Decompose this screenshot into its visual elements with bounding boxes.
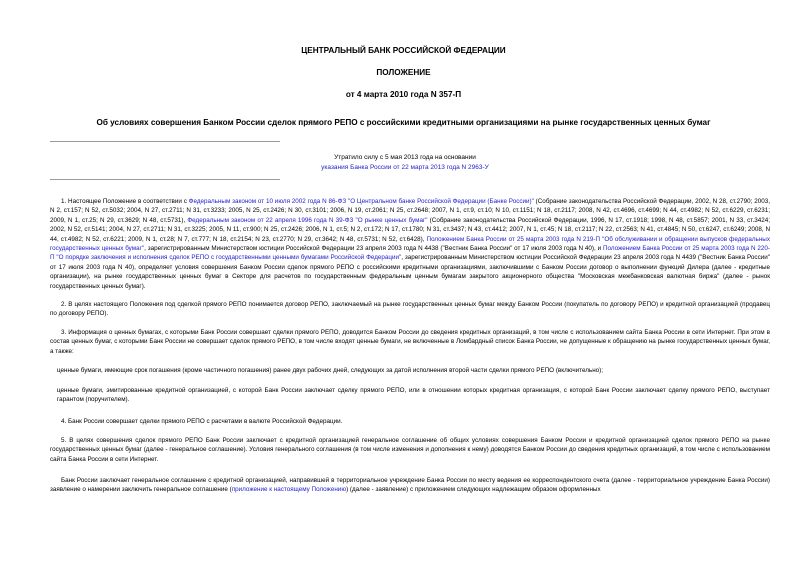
paragraph-2: 2. В целях настоящего Положения под сделкой прямого РЕПО понимается договор РЕПО, заключаемый на рынке государственных ценных бумаг между Банком России (покупатель по договору РЕПО) и кредитной организацией (продавец по договору РЕПО). — [50, 301, 770, 318]
status-note — [300, 153, 510, 173]
paragraph-1-text-b: (Собрание законодательства Российской Федерации, 2002, N 28, ст.2790; 2003, N 2, ст.157; N 52, ст.5032; 2004, N 27, ст.2711; N 31, ст.3233; 2005, N 25, ст.2426; N 30, ст.3101; 2006, N 19, ст.2061; N 25, ст.2648; 2007, N 1, ст.9, ст.10; N 10, ст.1151; N 18, ст.2117; 2008, N 42, ст.4696, ст.4699; N 44, ст.4982; N 52, ст.6229, ст.6231; 2009, N 1, ст.25; N 29, ст.3629; N 48, ст.5731), — [50, 198, 770, 224]
status-link[interactable]: указания Банка России от 22 марта 2013 года N 2963-У — [321, 164, 489, 171]
paragraph-1-text-d: , зарегистрированным Министерством юстиции Российской Федерации 23 апреля 2003 года N 4438 ("Вестник Банка России" от 17 июля 2003 года N 40), и — [144, 245, 603, 253]
paragraph-5: 5. В целях совершения сделок прямого РЕПО Банк России заключает с кредитной организацией генеральное соглашение об общих условиях совершения Банком России и кредитной организацией сделок прямого РЕПО на рынке государственных ценных бумаг (далее - генеральное соглашение). Условия генерального соглашения (в том числе изменения и дополнения к нему) доводятся Банком России до сведения кредитных организаций, в том числе с использованием сайта Банка России в сети Интернет. — [50, 437, 770, 463]
paragraph-1-text-a: 1. Настоящее Положение в соответствии с — [61, 198, 189, 205]
paragraph-6-text-a: Банк России заключает генеральное соглашение с кредитной организацией, направившей в территориальное учреждение Банка России по месту ведения ее корреспондентского счета (далее - территориальное учреждение Банка России) заявление о намерении заключить генеральное соглашение ( — [50, 477, 770, 494]
paragraph-3: 3. Информация о ценных бумагах, с которыми Банк России совершает сделки прямого РЕПО, доводится Банком России до сведения кредитных организаций, в том числе с использованием сайта Банка России в сети Интернет. При этом в состав ценных бумаг, с которыми Банк России не совершает сделок прямого РЕПО, в том числе входят ценные бумаги, не включенные в Ломбардный список Банка России, не допущенные к обращению на рынке государственных ценных бумаг, а также: — [50, 329, 770, 355]
paragraph-6-text-b: ) (далее - заявление) с приложением следующих надлежащим образом оформленных — [346, 486, 601, 494]
paragraph-1 — [50, 197, 770, 291]
document-date: от 4 марта 2010 года N 357-П — [345, 90, 462, 99]
document-title: Об условиях совершения Банком России сделок прямого РЕПО с российскими кредитными организациями на рынке государственных ценных бумаг — [96, 118, 711, 127]
bank-name-heading: ЦЕНТРАЛЬНЫЙ БАНК РОССИЙСКОЙ ФЕДЕРАЦИИ — [301, 46, 506, 55]
paragraph-1-text-c: (Собрание законодательства Российской Федерации, 1996, N 17, ст.1918; 1998, N 48, ст.5857; 2001, N 33, ст.3424; 2002, N 52, ст.5141; 2004, N 27, ст.2711; N 31, ст.3225; 2005, N 11, ст.900; N 25, ст.2426; 2006, N 1, ст.5; N 2, ст.172; N 17, ст.1780; N 31, ст.3437; N 43, ст.4412; 2007, N 1, ст.45; N 18, ст.2117; N 22, ст.2563; N 41, ст.4845; N 50, ст.6247, ст.6249; 2008, N 44, ст.4982; N 52, ст.6221; 2009, N 1, ст.28; N 7, ст.777; N 18, ст.2154; N 23, ст.2770; N 29, ст.3642; N 48, ст.5731; N 52, ст.6428), — [50, 216, 770, 243]
paragraph-6 — [50, 476, 770, 495]
divider-bottom — [50, 179, 280, 180]
regulation-220-p-link[interactable]: Положением Банка России от 25 марта 2003 года N 220-П "О порядке заключения и исполнения сделок РЕПО с государственными ценными бумагами Российской Федерации" — [50, 245, 770, 262]
law-39-fz-link[interactable]: Федеральным законом от 22 апреля 1996 года N 39-ФЗ "О рынке ценных бумаг" — [187, 216, 428, 224]
appendix-link[interactable]: приложение к настоящему Положению — [231, 486, 347, 494]
status-text: Утратило силу с 5 мая 2013 года на основании — [334, 154, 476, 161]
paragraph-1-text-e: , зарегистрированным Министерством юстиции Российской Федерации 23 апреля 2003 года N 4439 ("Вестник Банка России" от 17 июля 2003 года N 40), определяет условия совершения Банком России сделок прямого РЕПО с российскими кредитными организациями, заключившими с Банком России договор о выполнении функций Дилера (далее - кредитные организации), на рынке государственных ценных бумаг в Секторе для расчетов по государственным федеральным ценным бумагам закрытого акционерного общества "Московская межбанковская валютная биржа" (далее - рынок государственных ценных бумаг). — [50, 254, 770, 290]
regulation-219-p-link[interactable]: Положением Банка России от 25 марта 2003 года N 219-П "Об обслуживании и обращении выпусков федеральных государственных ценных бумаг" — [50, 235, 770, 253]
document-type-heading: ПОЛОЖЕНИЕ — [376, 68, 431, 77]
paragraph-4: 4. Банк России совершает сделки прямого РЕПО с расчетами в валюте Российской Федерации. — [61, 418, 343, 425]
paragraph-3-item-b: ценные бумаги, эмитированные кредитной организацией, с которой Банк России заключает сделку прямого РЕПО, или в отношении которых кредитная организация, с которой Банк России заключает сделку прямого РЕПО, выступает гарантом (поручителем). — [57, 387, 770, 404]
paragraph-3-item-a: ценные бумаги, имеющие срок погашения (кроме частичного погашения) ранее двух рабочих дней, следующих за датой исполнения второй части сделки прямого РЕПО (включительно); — [57, 367, 604, 374]
divider-top — [50, 141, 280, 142]
law-86-fz-link[interactable]: Федеральным законом от 10 июля 2002 года N 86-ФЗ "О Центральном банке Российской Федерации (Банке России)" — [188, 198, 534, 205]
